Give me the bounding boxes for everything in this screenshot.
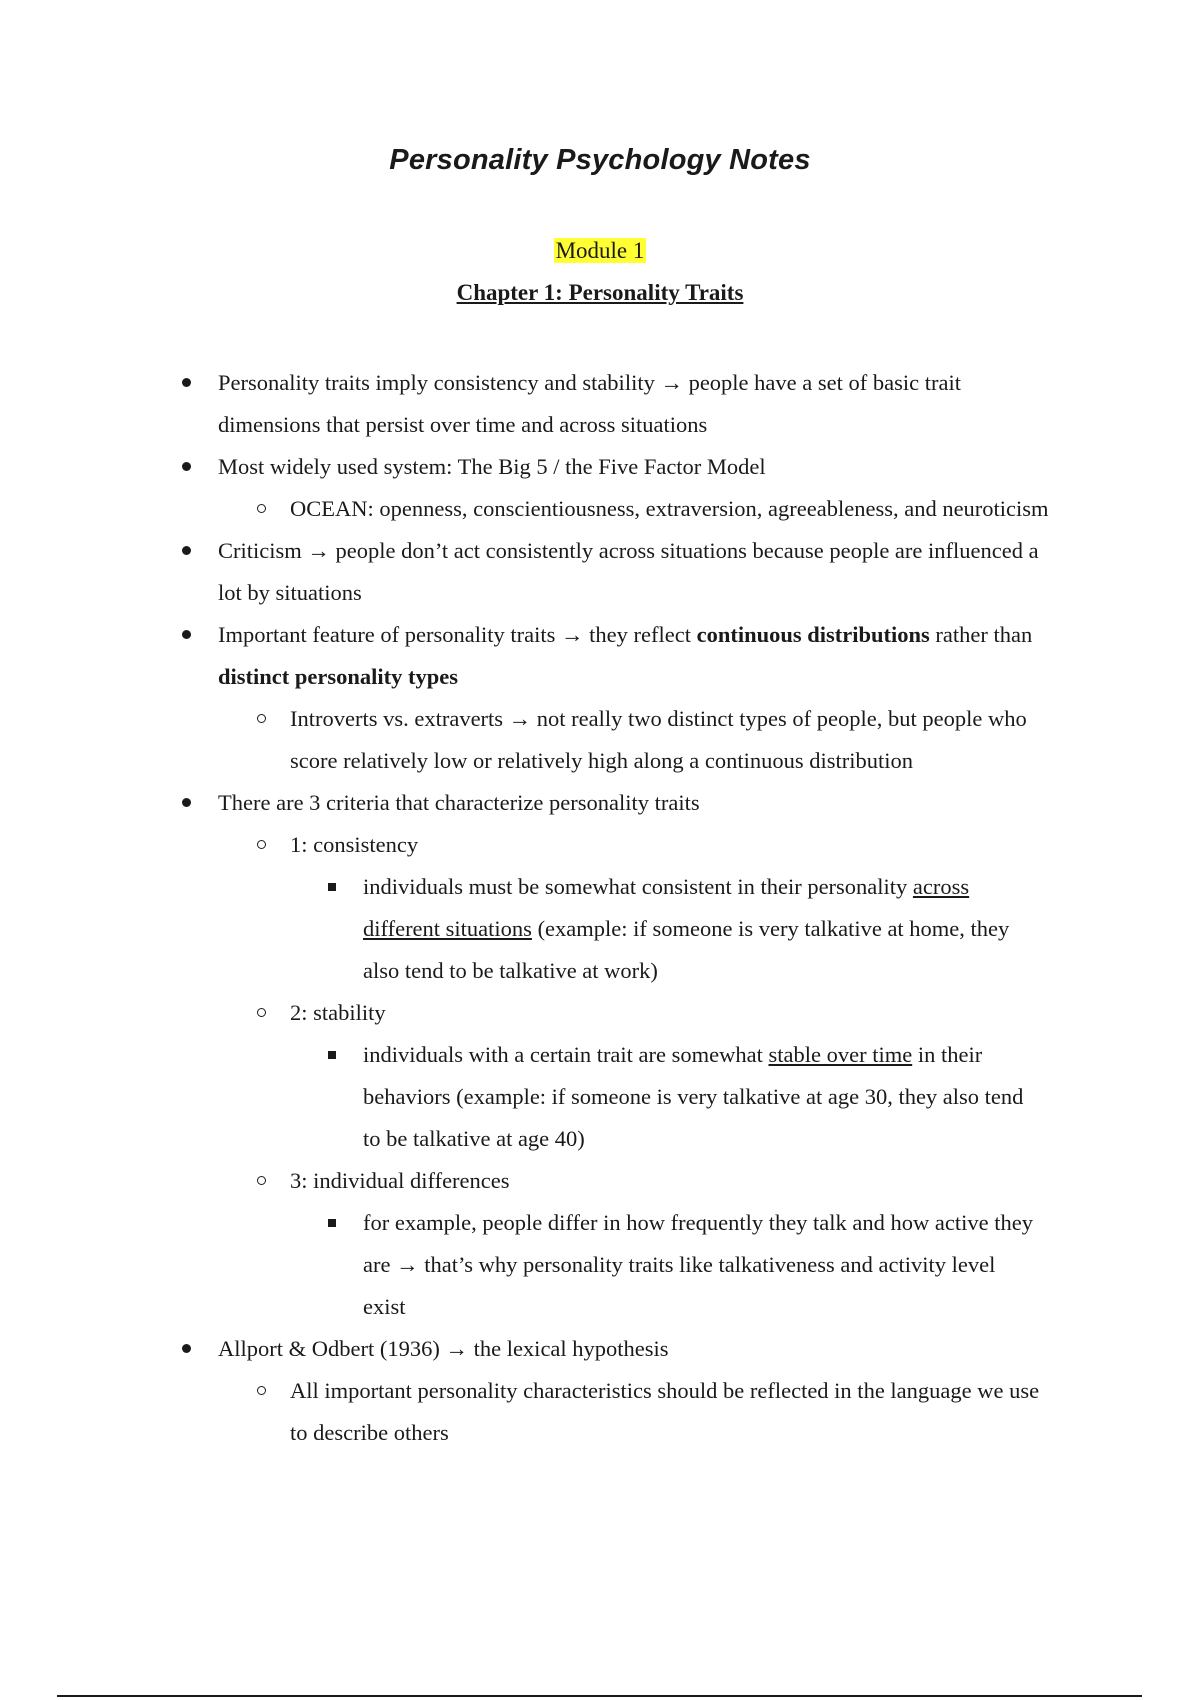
filled-circle-bullet-icon <box>182 630 191 639</box>
list-item: Allport & Odbert (1936) → the lexical hypothesis <box>218 1328 1050 1370</box>
list-item: Most widely used system: The Big 5 / the Five Factor Model <box>218 446 1050 488</box>
chapter-heading: Chapter 1: Personality Traits <box>456 280 744 305</box>
square-bullet-icon <box>328 1051 336 1059</box>
square-bullet-icon <box>328 883 336 891</box>
sub-list-item: 3: individual differences <box>290 1160 1050 1202</box>
module-label <box>0 236 1200 266</box>
filled-circle-bullet-icon <box>182 1344 191 1353</box>
page-bottom-rule <box>57 1695 1142 1697</box>
underlined-phrase: across different situations <box>363 874 970 941</box>
bold-term: continuous distributions <box>696 622 930 647</box>
hollow-circle-bullet-icon <box>257 1008 266 1017</box>
hollow-circle-bullet-icon <box>257 1386 266 1395</box>
sub-list-item: 1: consistency <box>290 824 1050 866</box>
bold-term: distinct personality types <box>218 664 459 689</box>
sub-list-item: Introverts vs. extraverts → not really two distinct types of people, but people who score relatively low or relatively high along a continuous distribution <box>290 698 1050 782</box>
filled-circle-bullet-icon <box>182 462 191 471</box>
sub-sub-list-item: individuals with a certain trait are somewhat stable over time in their behaviors (example: if someone is very talkative at age 30, they also tend to be talkative at age 40) <box>363 1034 1043 1160</box>
filled-circle-bullet-icon <box>182 378 191 387</box>
underlined-phrase: stable over time <box>768 1042 913 1067</box>
document-title: Personality Psychology Notes <box>389 144 811 176</box>
sub-list-item: 2: stability <box>290 992 1050 1034</box>
square-bullet-icon <box>328 1219 336 1227</box>
list-item: There are 3 criteria that characterize personality traits <box>218 782 1050 824</box>
hollow-circle-bullet-icon <box>257 714 266 723</box>
module-highlight: Module 1 <box>555 238 645 263</box>
sub-sub-list-item: individuals must be somewhat consistent in their personality across different situations (example: if someone is very talkative at home, they also tend to be talkative at work) <box>363 866 1043 992</box>
sub-sub-list-item: for example, people differ in how frequently they talk and how active they are → that’s why personality traits like talkativeness and activity level exist <box>363 1202 1043 1328</box>
list-item: Important feature of personality traits → they reflect continuous distributions rather than distinct personality types <box>218 614 1050 698</box>
hollow-circle-bullet-icon <box>257 1176 266 1185</box>
list-item: Criticism → people don’t act consistently across situations because people are influenced a lot by situations <box>218 530 1050 614</box>
list-item: Personality traits imply consistency and stability → people have a set of basic trait dimensions that persist over time and across situations <box>218 362 1050 446</box>
notes-list <box>0 362 1200 1454</box>
sub-list-item: All important personality characteristics should be reflected in the language we use to describe others <box>290 1370 1050 1454</box>
sub-list-item: OCEAN: openness, conscientiousness, extraversion, agreeableness, and neuroticism <box>290 488 1050 530</box>
filled-circle-bullet-icon <box>182 798 191 807</box>
hollow-circle-bullet-icon <box>257 504 266 513</box>
filled-circle-bullet-icon <box>182 546 191 555</box>
hollow-circle-bullet-icon <box>257 840 266 849</box>
